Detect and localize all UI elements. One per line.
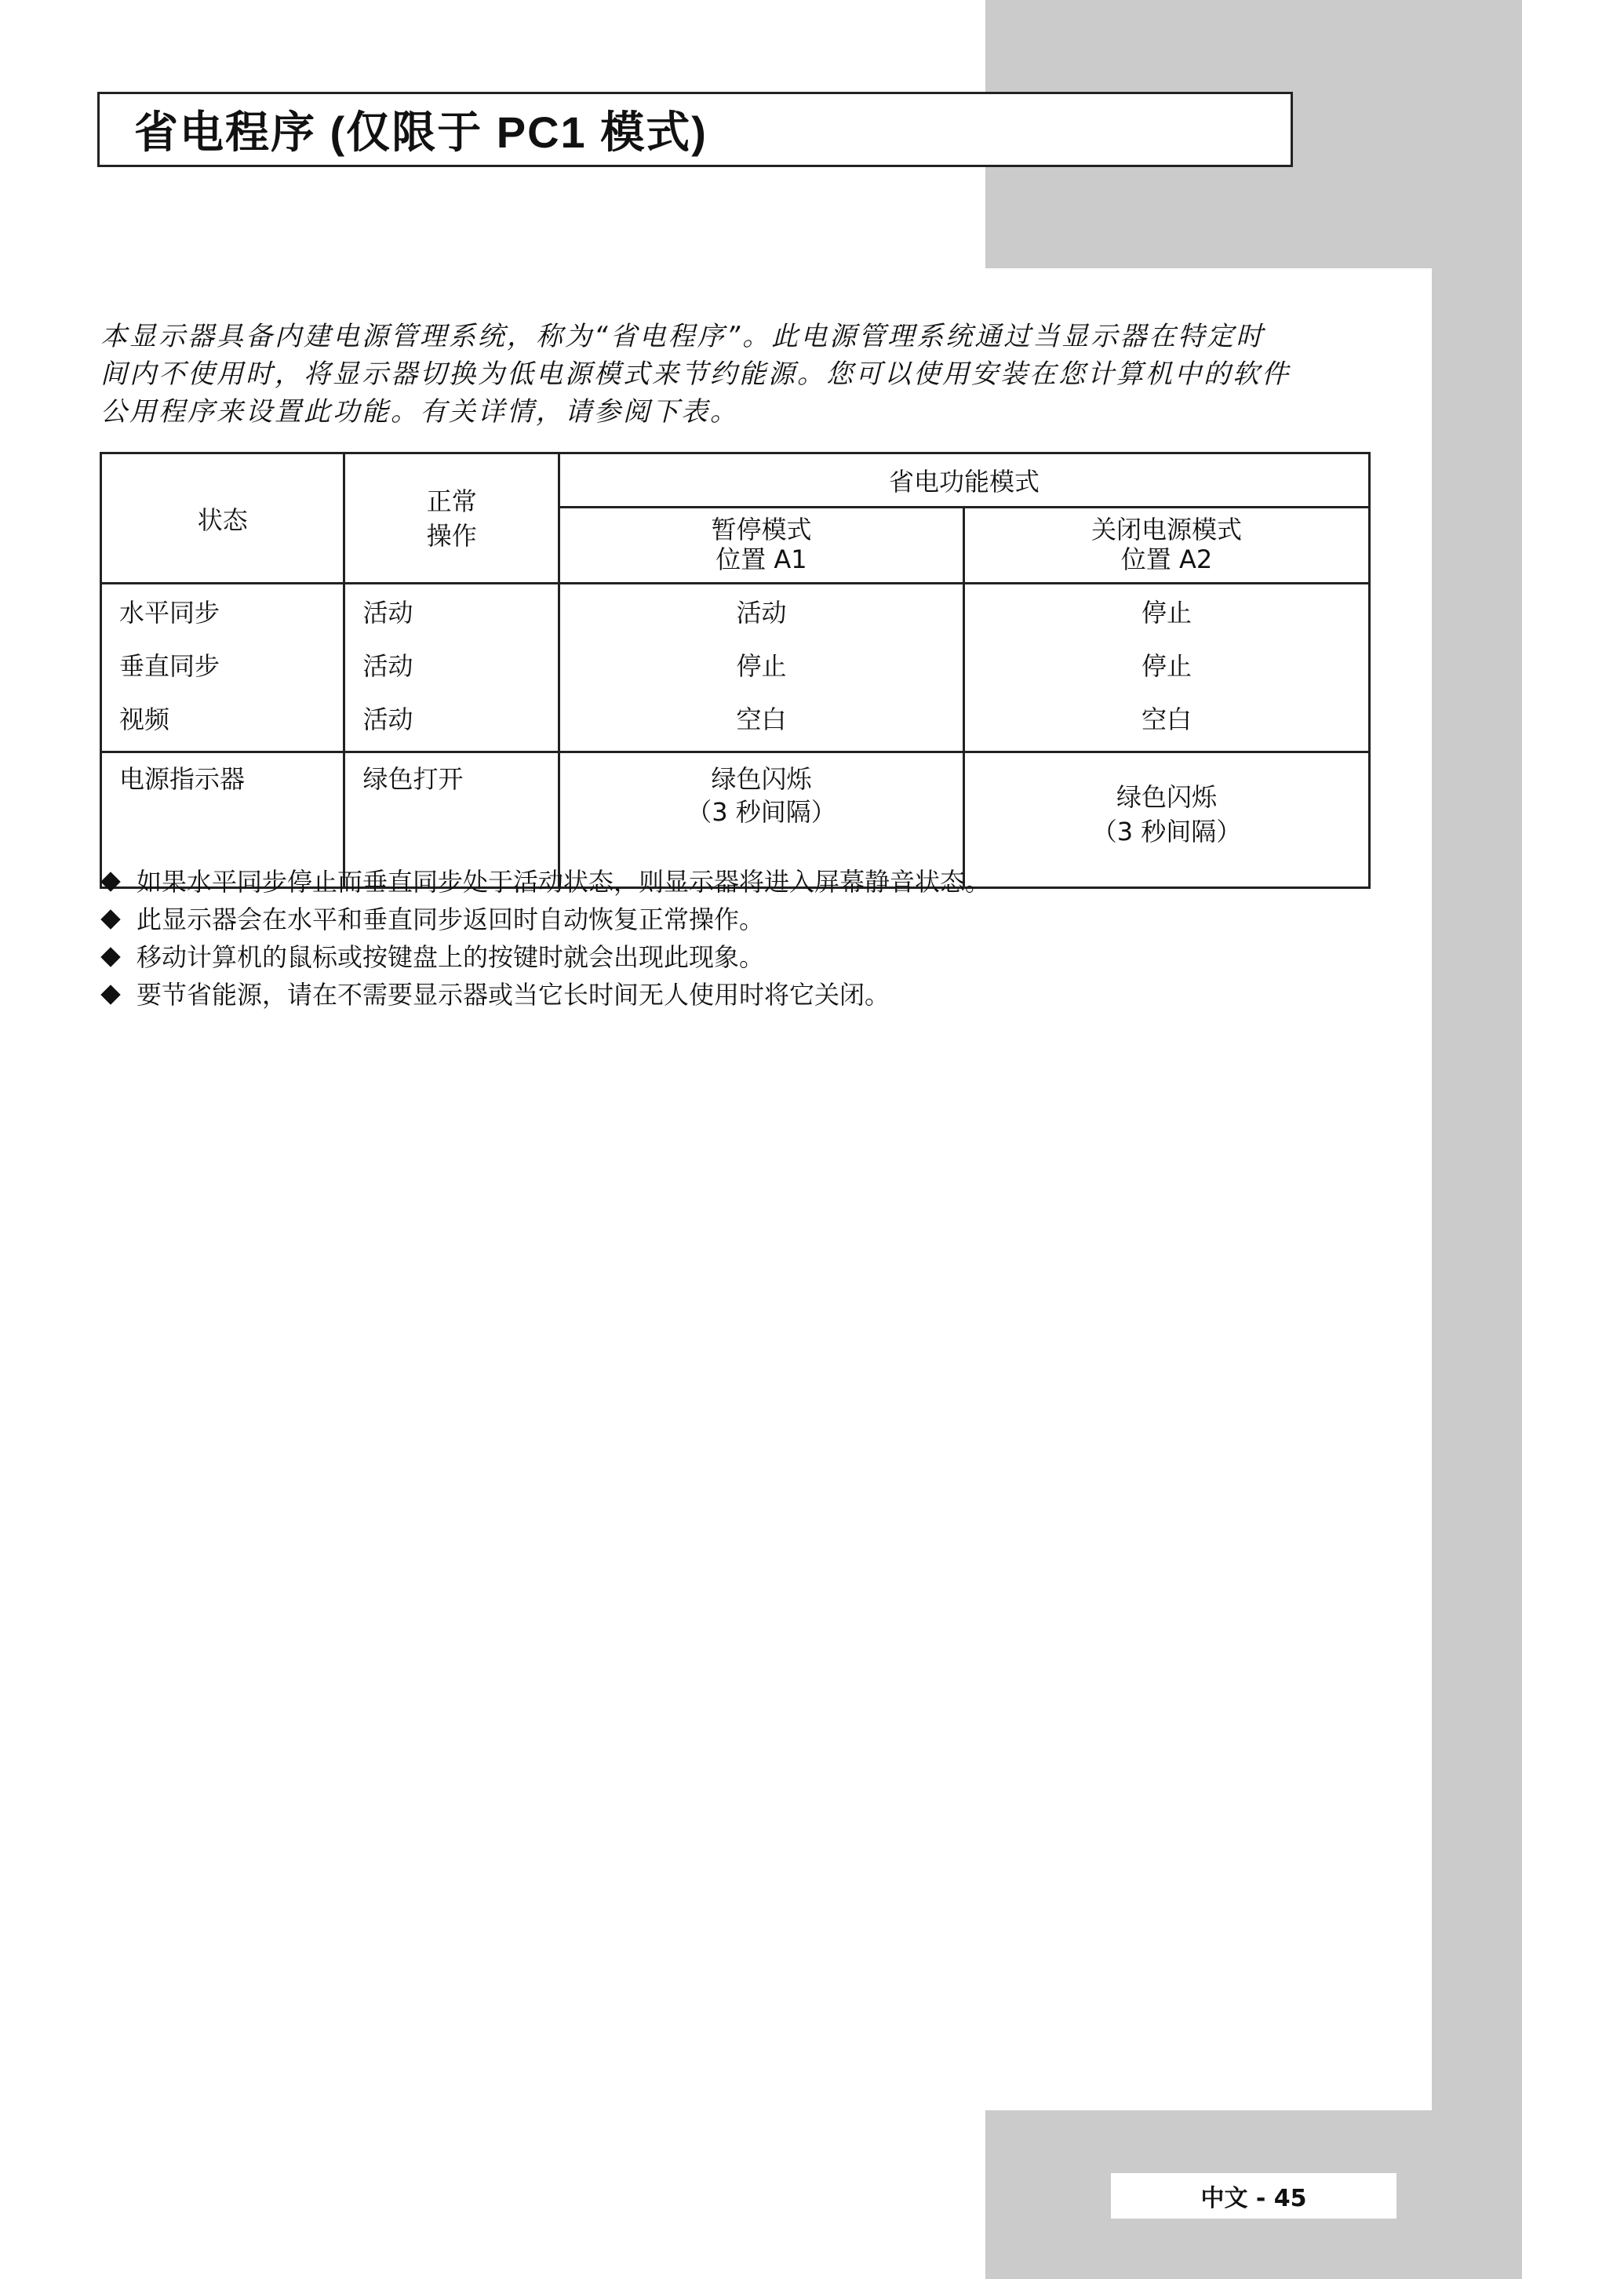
cell-text: 停止 — [1141, 598, 1192, 628]
diamond-bullet-icon — [100, 909, 120, 929]
header-normal — [344, 453, 559, 584]
note-text: 移动计算机的鼠标或按键盘上的按键时就会出现此现象。 — [137, 942, 765, 972]
cell-text: （3 秒间隔） — [1091, 817, 1242, 846]
note-text: 此显示器会在水平和垂直同步返回时自动恢复正常操作。 — [137, 905, 765, 934]
diamond-bullet-icon — [100, 985, 120, 1004]
intro-line: 本显示器具备内建电源管理系统，称为“省电程序”。此电源管理系统通过当显示器在特定时 — [100, 321, 1265, 352]
cell-text: 垂直同步 — [119, 651, 220, 681]
cell-text: 活动 — [362, 651, 413, 681]
cell-power-off-indicator — [963, 752, 1369, 888]
power-saver-table — [100, 452, 1371, 889]
intro-paragraph — [100, 318, 1403, 431]
cell-text: （3 秒间隔） — [686, 797, 836, 827]
cell-text: 电源指示器 — [119, 764, 246, 794]
cell-text: 视频 — [119, 704, 170, 734]
cell-text: 绿色闪烁 — [711, 764, 812, 794]
page-title — [97, 92, 1293, 167]
list-item — [100, 901, 990, 938]
list-item — [100, 976, 990, 1014]
header-suspend — [559, 508, 963, 584]
cell-text: 活动 — [736, 598, 787, 628]
header-status-label: 状态 — [197, 504, 248, 535]
cell-text: 停止 — [1141, 651, 1192, 681]
table-row — [101, 584, 1370, 752]
cell-normal-signals — [344, 584, 559, 752]
cell-text: 水平同步 — [119, 598, 220, 628]
header-normal-line: 正常 — [426, 486, 477, 516]
list-item — [100, 863, 990, 901]
cell-text: 活动 — [362, 598, 413, 628]
diamond-bullet-icon — [100, 872, 120, 891]
cell-power-off-signals — [963, 584, 1369, 752]
header-power-off-line: 关闭电源模式 — [1091, 515, 1242, 544]
cell-text: 活动 — [362, 704, 413, 734]
header-status — [101, 453, 344, 584]
note-text: 要节省能源，请在不需要显示器或当它长时间无人使用时将它关闭。 — [137, 980, 890, 1010]
cell-text: 空白 — [736, 704, 787, 734]
notes-list — [100, 863, 990, 1014]
diamond-bullet-icon — [100, 947, 120, 967]
note-text: 如果水平同步停止而垂直同步处于活动状态，则显示器将进入屏幕静音状态。 — [137, 867, 991, 897]
page-number — [1111, 2173, 1396, 2219]
header-power-off-line: 位置 A2 — [1120, 544, 1213, 574]
intro-line: 公用程序来设置此功能。有关详情，请参阅下表。 — [100, 396, 739, 428]
cell-text: 绿色闪烁 — [1116, 782, 1217, 812]
cell-suspend-signals — [559, 584, 963, 752]
cell-text: 空白 — [1141, 704, 1192, 734]
header-saving-group-label: 省电功能模式 — [888, 467, 1040, 497]
header-power-off — [963, 508, 1369, 584]
page-title-text: 省电程序 (仅限于 PC1 模式) — [134, 107, 708, 157]
intro-line: 间内不使用时，将显示器切换为低电源模式来节约能源。您可以使用安装在您计算机中的软件 — [100, 359, 1291, 390]
header-saving-group — [559, 453, 1369, 508]
margin-band-right — [1432, 267, 1522, 2279]
cell-text: 停止 — [736, 651, 787, 681]
header-suspend-line: 暂停模式 — [711, 515, 812, 544]
table-header-row — [101, 453, 1370, 508]
list-item — [100, 938, 990, 976]
header-suspend-line: 位置 A1 — [716, 544, 807, 574]
cell-status-signals — [101, 584, 344, 752]
header-normal-line: 操作 — [426, 520, 477, 551]
page-number-label: 中文 - 45 — [1200, 2185, 1307, 2212]
cell-text: 绿色打开 — [362, 764, 464, 794]
